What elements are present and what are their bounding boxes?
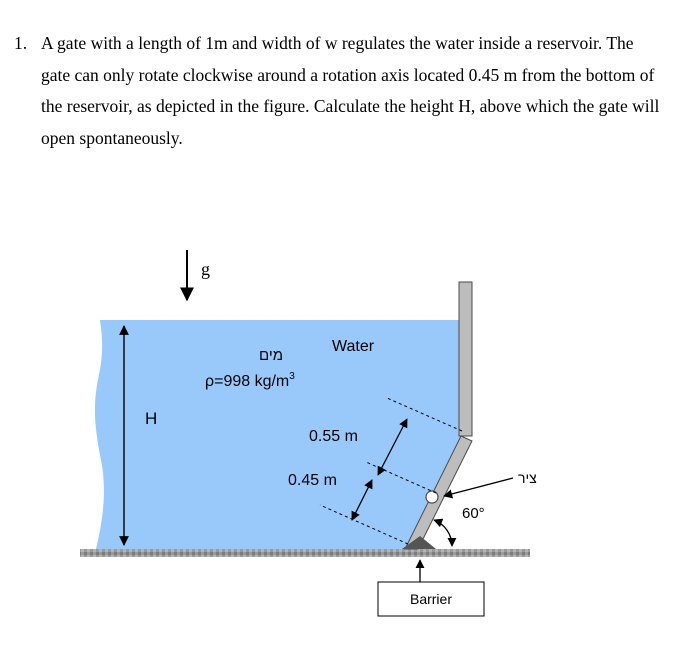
density-label [205, 371, 295, 390]
reservoir-wall [459, 282, 472, 436]
axis-label-hebrew: ציר [518, 470, 537, 486]
water-label: Water [332, 338, 375, 355]
water-label-hebrew: מים [259, 347, 284, 364]
angle-arc [434, 520, 452, 546]
upper-length-label: 0.55 m [309, 428, 358, 445]
problem-number: 1. [14, 33, 28, 53]
gravity-label: g [201, 259, 210, 279]
reservoir-floor [80, 549, 530, 557]
angle-label: 60° [462, 505, 485, 522]
density-exponent: 3 [289, 371, 295, 382]
problem-text: A gate with a length of 1m and width of w regulates the water inside a reservoir. The gate can only rotate clockwise around a rotation axis located 0.45 m from the bottom of the reservoir, as depicted in the figure. Calculate the height H, above which the gate will open spontaneously. [41, 33, 660, 148]
density-value: ρ=998 kg/m [205, 373, 290, 390]
barrier-label: Barrier [409, 591, 453, 607]
height-label: H [145, 409, 158, 428]
axis-pointer [444, 478, 513, 496]
rotation-axis [426, 491, 438, 503]
lower-length-label: 0.45 m [288, 472, 337, 489]
